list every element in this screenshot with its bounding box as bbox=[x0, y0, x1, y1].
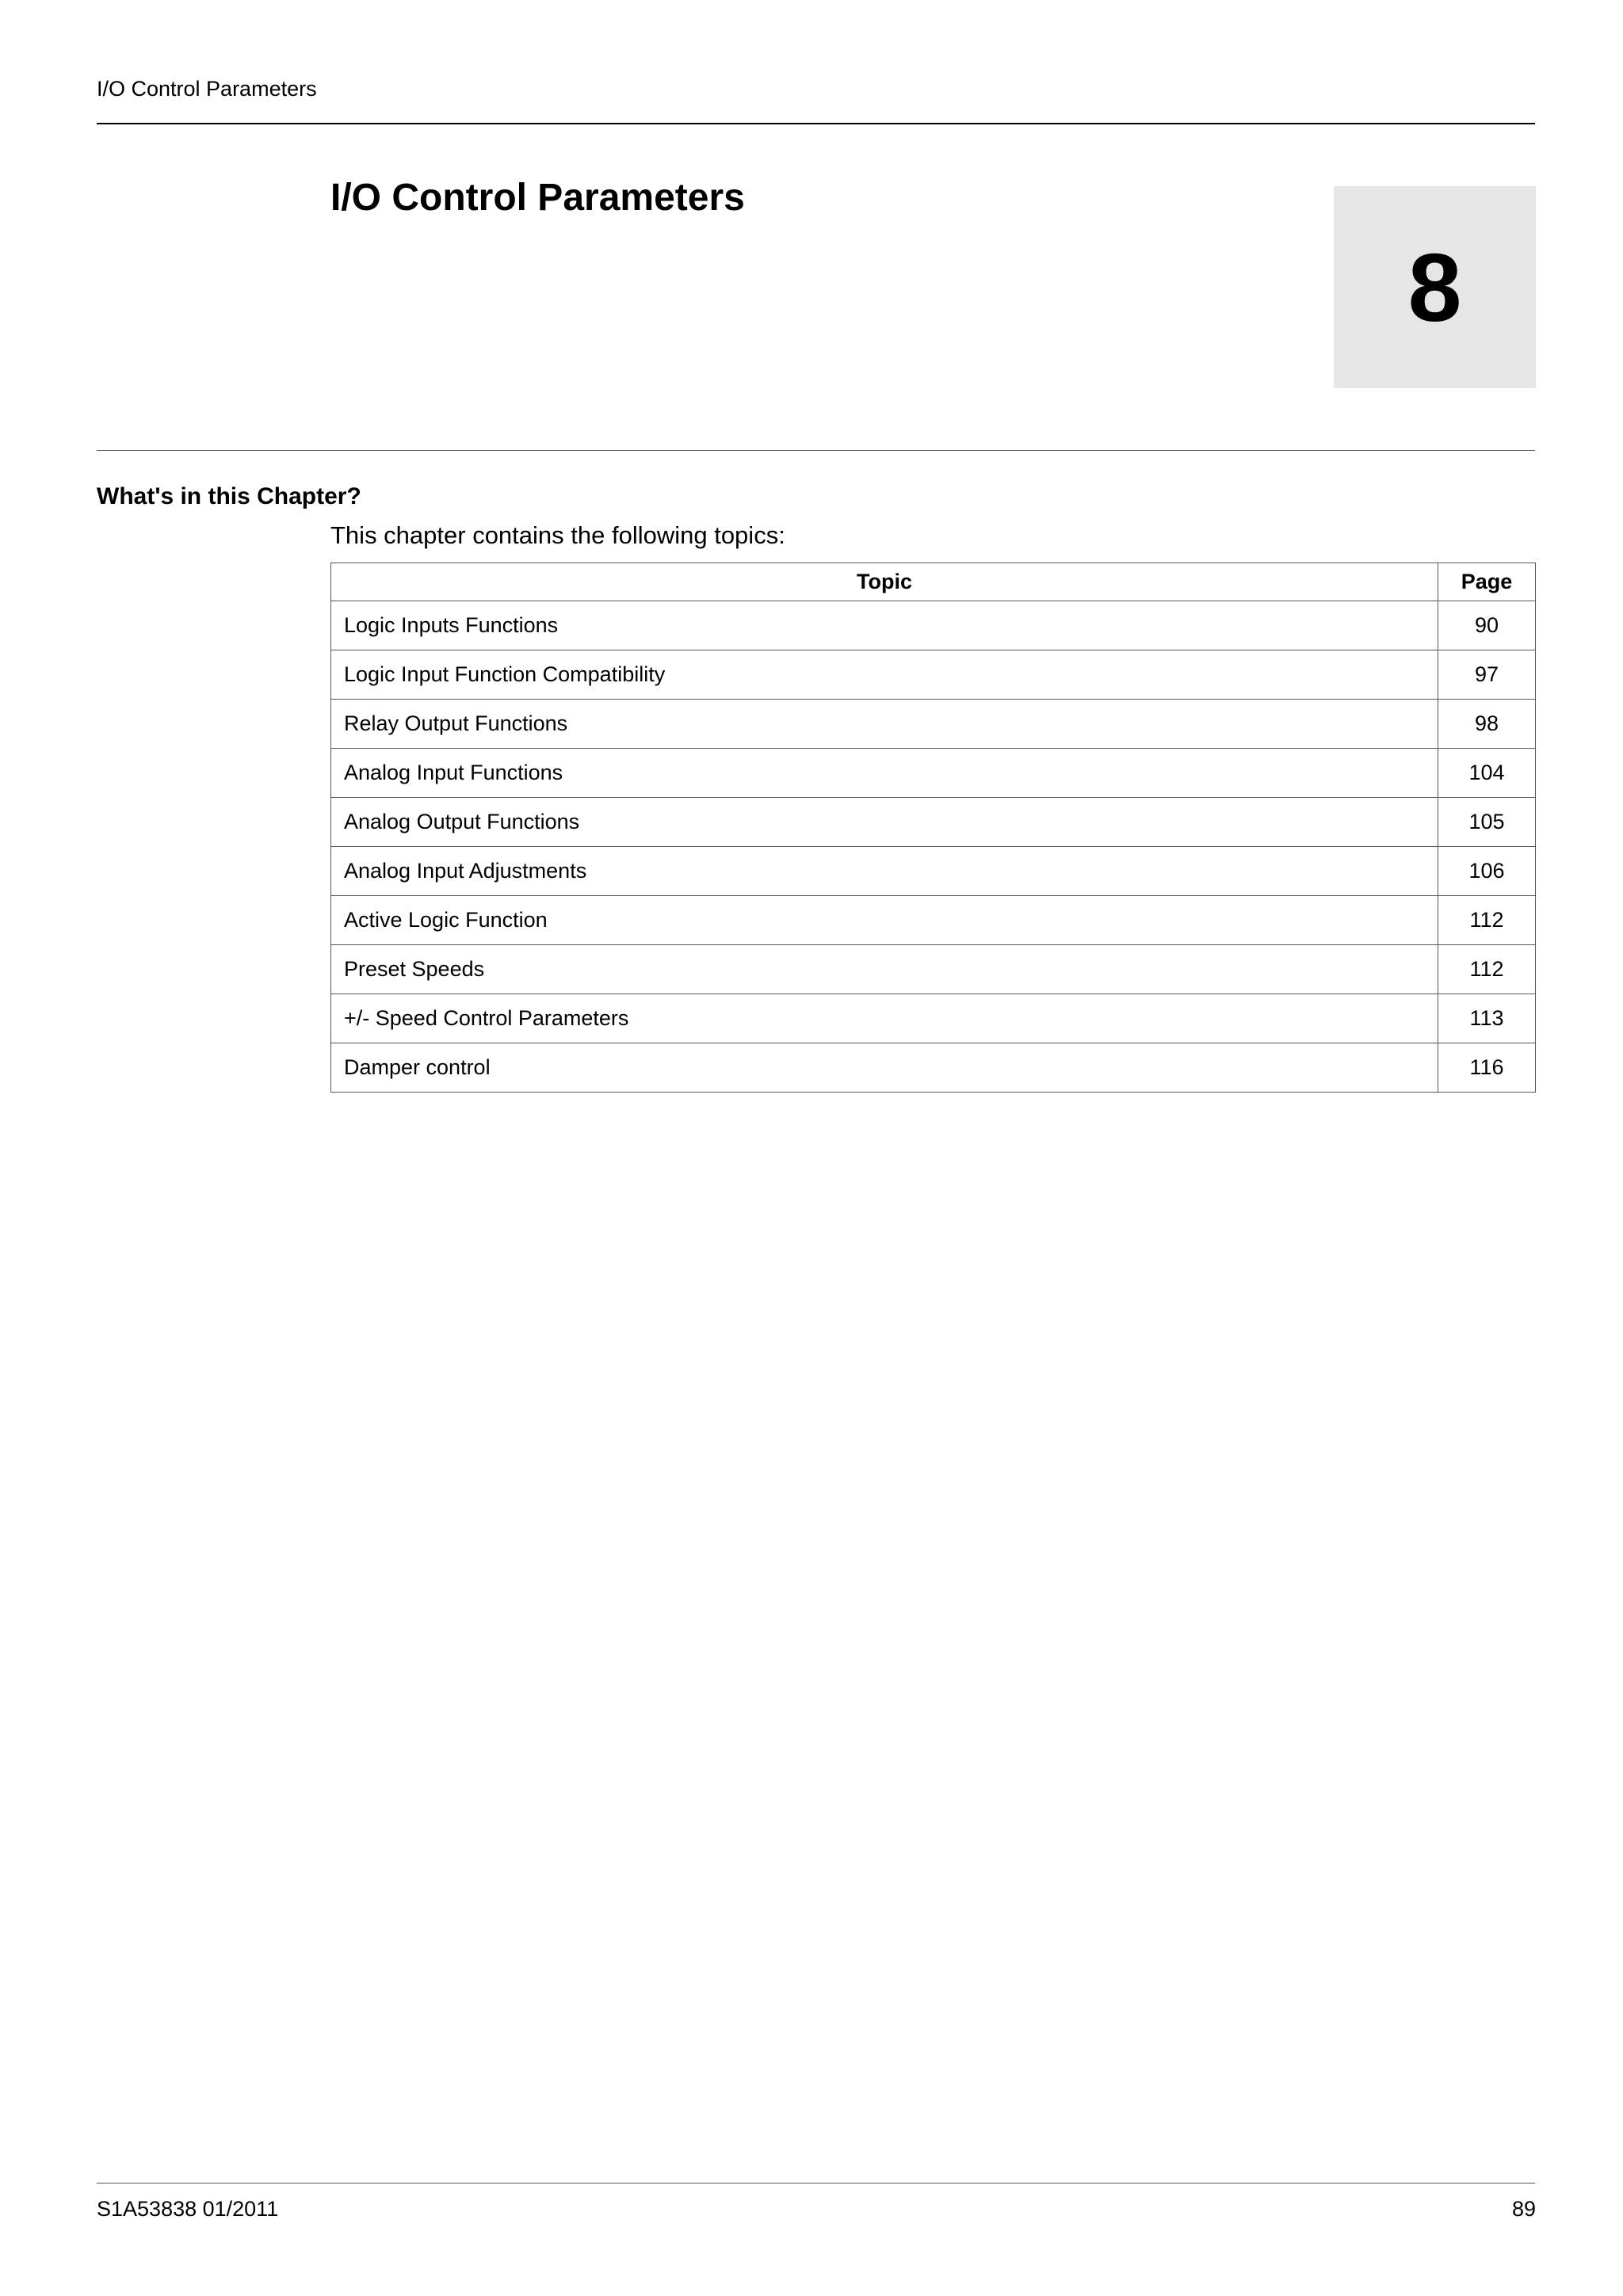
page-cell: 90 bbox=[1438, 601, 1536, 650]
running-header: I/O Control Parameters bbox=[97, 77, 317, 101]
section-rule bbox=[97, 450, 1535, 451]
table-row bbox=[331, 945, 1536, 994]
page-cell: 104 bbox=[1438, 749, 1536, 798]
table-row bbox=[331, 700, 1536, 749]
column-header-page: Page bbox=[1438, 563, 1536, 601]
column-header-topic: Topic bbox=[331, 563, 1438, 601]
chapter-number: 8 bbox=[1407, 233, 1462, 341]
table-row bbox=[331, 896, 1536, 945]
topic-cell: Active Logic Function bbox=[331, 896, 1438, 945]
page-cell: 106 bbox=[1438, 847, 1536, 896]
page-cell: 97 bbox=[1438, 650, 1536, 700]
section-intro: This chapter contains the following topics: bbox=[330, 521, 785, 549]
table-row bbox=[331, 1043, 1536, 1093]
chapter-number-box bbox=[1334, 186, 1536, 388]
topic-cell: Damper control bbox=[331, 1043, 1438, 1093]
table-row bbox=[331, 847, 1536, 896]
page-cell: 98 bbox=[1438, 700, 1536, 749]
table-row bbox=[331, 749, 1536, 798]
chapter-title: I/O Control Parameters bbox=[330, 177, 745, 219]
page-cell: 105 bbox=[1438, 798, 1536, 847]
topic-cell: Relay Output Functions bbox=[331, 700, 1438, 749]
topic-cell: Logic Inputs Functions bbox=[331, 601, 1438, 650]
page-cell: 113 bbox=[1438, 994, 1536, 1043]
table-row bbox=[331, 650, 1536, 700]
table-header-row bbox=[331, 563, 1536, 601]
table-row bbox=[331, 798, 1536, 847]
page-cell: 116 bbox=[1438, 1043, 1536, 1093]
page-cell: 112 bbox=[1438, 896, 1536, 945]
page-number: 89 bbox=[1511, 2197, 1536, 2221]
topic-cell: Analog Output Functions bbox=[331, 798, 1438, 847]
topic-cell: Logic Input Function Compatibility bbox=[331, 650, 1438, 700]
page-cell: 112 bbox=[1438, 945, 1536, 994]
topic-cell: +/- Speed Control Parameters bbox=[331, 994, 1438, 1043]
table-row bbox=[331, 601, 1536, 650]
table-row bbox=[331, 994, 1536, 1043]
document-reference: S1A53838 01/2011 bbox=[97, 2197, 279, 2221]
section-heading: What's in this Chapter? bbox=[97, 483, 361, 509]
topic-cell: Preset Speeds bbox=[331, 945, 1438, 994]
topic-cell: Analog Input Functions bbox=[331, 749, 1438, 798]
topics-table bbox=[330, 563, 1536, 1093]
header-rule bbox=[97, 123, 1535, 124]
topic-cell: Analog Input Adjustments bbox=[331, 847, 1438, 896]
